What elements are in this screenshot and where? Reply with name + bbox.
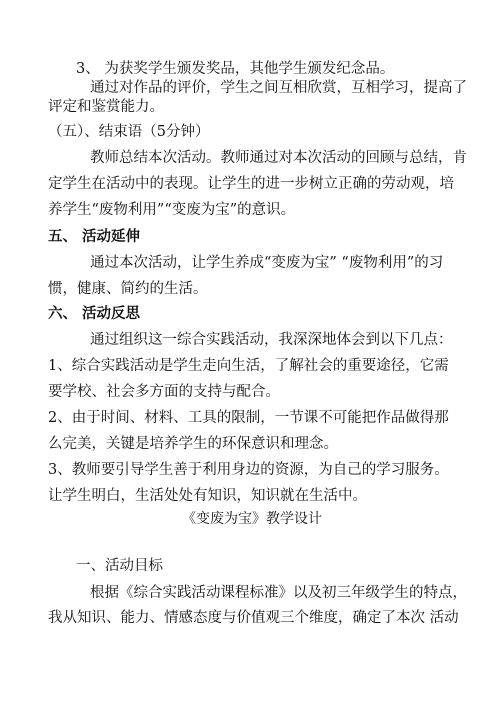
- text-line-point-1a: 1、综合实践活动是学生走向生活，了解社会的重要途径，它需: [48, 358, 449, 374]
- document-title: 《变废为宝》教学设计: [182, 511, 322, 527]
- text-line-goals-2: 我从知识、能力、情感态度与价值观三个维度，确定了本次 活动: [48, 610, 459, 626]
- text-line-point-2b: 么完美，关键是培养学生的环保意识和理念。: [48, 436, 338, 452]
- text-line-summary-1: 教师总结本次活动。教师通过对本次活动的回顾与总结，肯: [90, 150, 467, 166]
- section-heading-conclusion: （五）、结束语（5分钟）: [48, 124, 210, 140]
- text-line-reflection-intro: 通过组织这一综合实践活动，我深深地体会到以下几点：: [90, 332, 453, 348]
- text-line-evaluation-2: 评定和鉴赏能力。: [48, 99, 164, 115]
- text-line-extension-2: 惯，健康、简约的生活。: [48, 281, 208, 297]
- text-line-goals-1: 根据《综合实践活动课程标准》以及初三年级学生的特点，: [90, 585, 467, 601]
- text-line-point-3: 3、教师要引导学生善于利用身边的资源，为自己的学习服务。: [48, 462, 449, 478]
- text-line-point-2a: 2、由于时间、材料、工具的限制，一节课不可能把作品做得那: [48, 410, 449, 426]
- section-heading-reflection: 六、 活动反思: [48, 305, 141, 322]
- text-line-point-1b: 要学校、社会多方面的支持与配合。: [48, 384, 280, 400]
- text-line-summary-3: 养学生“废物利用”“变废为宝”的意识。: [48, 202, 296, 218]
- text-line-evaluation-1: 通过对作品的评价，学生之间互相欣赏，互相学习，提高了: [90, 80, 467, 96]
- section-heading-goals: 一、活动目标: [76, 558, 163, 574]
- text-line-summary-2: 定学生在活动中的表现。让学生的进一步树立正确的劳动观，培: [48, 176, 454, 192]
- text-line-award: 3、 为获奖学生颁发奖品，其他学生颁发纪念品。: [76, 61, 395, 77]
- text-line-extension-1: 通过本次活动，让学生养成“变废为宝” “废物利用”的习: [90, 255, 444, 271]
- section-heading-extension: 五、 活动延伸: [48, 228, 141, 245]
- text-line-closing: 让学生明白，生活处处有知识，知识就在生活中。: [48, 488, 367, 504]
